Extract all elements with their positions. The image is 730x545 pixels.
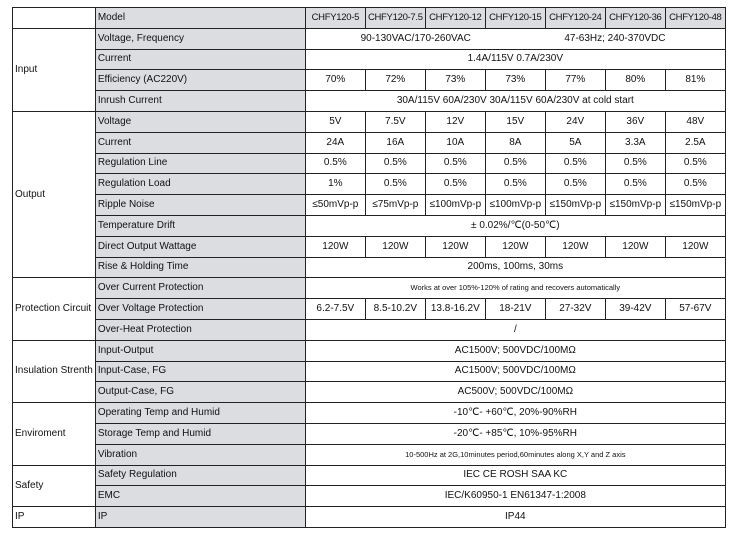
row-label: Over-Heat Protection xyxy=(95,319,305,340)
table-row xyxy=(13,444,726,465)
cell-value: 0.5% xyxy=(665,174,725,195)
voltage-range: 90-130VAC/170-260VAC xyxy=(360,32,471,44)
cell-value: 0.5% xyxy=(545,174,605,195)
cell-value: 70% xyxy=(305,70,365,91)
model-name: CHFY120-48 xyxy=(665,8,725,29)
table-row xyxy=(13,28,726,49)
cell-value: 120W xyxy=(665,236,725,257)
cell-value: 77% xyxy=(545,70,605,91)
cell-value: 0.5% xyxy=(425,153,485,174)
cell-value: 3.3A xyxy=(605,132,665,153)
row-label: Vibration xyxy=(95,444,305,465)
cell-value: ≤150mVp-p xyxy=(605,195,665,216)
row-label: Input-Case, FG xyxy=(95,361,305,382)
row-label: Output-Case, FG xyxy=(95,382,305,403)
model-name: CHFY120-7.5 xyxy=(365,8,425,29)
row-label: Ripple Noise xyxy=(95,195,305,216)
cell-value: IEC/K60950-1 EN61347-1:2008 xyxy=(305,486,725,507)
cell-value: 0.5% xyxy=(665,153,725,174)
cell-value: ≤50mVp-p xyxy=(305,195,365,216)
cell-value: 120W xyxy=(605,236,665,257)
cell-value: 18-21V xyxy=(485,299,545,320)
table-row xyxy=(13,111,726,132)
row-label: Regulation Load xyxy=(95,174,305,195)
cell-value: ≤75mVp-p xyxy=(365,195,425,216)
frequency-range: 47-63Hz; 240-370VDC xyxy=(564,32,666,44)
group-environment: Enviroment xyxy=(13,403,96,465)
cell-value: 0.5% xyxy=(545,153,605,174)
row-label: Inrush Current xyxy=(95,91,305,112)
cell-value: 48V xyxy=(665,111,725,132)
cell-value: 27-32V xyxy=(545,299,605,320)
table-row xyxy=(13,507,726,528)
cell-value: ≤100mVp-p xyxy=(425,195,485,216)
table-row xyxy=(13,465,726,486)
row-label: Direct Output Wattage xyxy=(95,236,305,257)
model-label: Model xyxy=(95,8,305,29)
table-row xyxy=(13,49,726,70)
model-name: CHFY120-5 xyxy=(305,8,365,29)
table-row xyxy=(13,195,726,216)
row-label: Operating Temp and Humid xyxy=(95,403,305,424)
cell-value: Works at over 105%-120% of rating and recovers automatically xyxy=(305,278,725,299)
cell-value: 81% xyxy=(665,70,725,91)
cell-value: 16A xyxy=(365,132,425,153)
group-empty xyxy=(13,8,96,29)
row-label: Efficiency (AC220V) xyxy=(95,70,305,91)
table-row xyxy=(13,174,726,195)
cell-value: 24V xyxy=(545,111,605,132)
row-label: Over Current Protection xyxy=(95,278,305,299)
table-row xyxy=(13,278,726,299)
cell-value: 8A xyxy=(485,132,545,153)
cell-value: 73% xyxy=(485,70,545,91)
cell-value: 73% xyxy=(425,70,485,91)
cell-value: 0.5% xyxy=(605,153,665,174)
model-name: CHFY120-12 xyxy=(425,8,485,29)
cell-value: AC1500V; 500VDC/100MΩ xyxy=(305,340,725,361)
row-label: Voltage, Frequency xyxy=(95,28,305,49)
row-label: Over Voltage Protection xyxy=(95,299,305,320)
cell-value: ≤150mVp-p xyxy=(665,195,725,216)
row-label: Regulation Line xyxy=(95,153,305,174)
table-row xyxy=(13,153,726,174)
table-row xyxy=(13,486,726,507)
model-name: CHFY120-36 xyxy=(605,8,665,29)
table-row xyxy=(13,403,726,424)
row-label: Safety Regulation xyxy=(95,465,305,486)
spec-table xyxy=(12,7,726,528)
cell-value: 5V xyxy=(305,111,365,132)
cell-value: 0.5% xyxy=(365,174,425,195)
cell-value: -20℃- +85℃, 10%-95%RH xyxy=(305,423,725,444)
row-label: Rise & Holding Time xyxy=(95,257,305,278)
cell-value: 120W xyxy=(545,236,605,257)
cell-value: 5A xyxy=(545,132,605,153)
cell-value: 30A/115V 60A/230V 30A/115V 60A/230V at cold start xyxy=(305,91,725,112)
table-row xyxy=(13,70,726,91)
row-label: Storage Temp and Humid xyxy=(95,423,305,444)
cell-value: 10A xyxy=(425,132,485,153)
cell-value: 120W xyxy=(305,236,365,257)
group-ip: IP xyxy=(13,507,96,528)
table-row xyxy=(13,215,726,236)
group-protection: Protection Circuit xyxy=(13,278,96,340)
cell-value: 1.4A/115V 0.7A/230V xyxy=(305,49,725,70)
group-output: Output xyxy=(13,111,96,277)
cell-value: 0.5% xyxy=(485,153,545,174)
cell-value: -10℃- +60℃, 20%-90%RH xyxy=(305,403,725,424)
cell-value: 12V xyxy=(425,111,485,132)
cell-value: / xyxy=(305,319,725,340)
cell-value: IEC CE ROSH SAA KC xyxy=(305,465,725,486)
cell-value: 13.8-16.2V xyxy=(425,299,485,320)
cell-value: 200ms, 100ms, 30ms xyxy=(305,257,725,278)
row-label: Current xyxy=(95,132,305,153)
cell-value: ≤150mVp-p xyxy=(545,195,605,216)
cell-value: 2.5A xyxy=(665,132,725,153)
row-label: IP xyxy=(95,507,305,528)
group-input: Input xyxy=(13,28,96,111)
row-label: Temperature Drift xyxy=(95,215,305,236)
cell-value: 24A xyxy=(305,132,365,153)
voltage-frequency-value xyxy=(305,28,725,49)
cell-value: 10-500Hz at 2G,10minutes period,60minutes along X,Y and Z axis xyxy=(305,444,725,465)
row-label: Voltage xyxy=(95,111,305,132)
cell-value: 39-42V xyxy=(605,299,665,320)
cell-value: 120W xyxy=(365,236,425,257)
header-row xyxy=(13,8,726,29)
cell-value: 0.5% xyxy=(365,153,425,174)
row-label: EMC xyxy=(95,486,305,507)
cell-value: 0.5% xyxy=(605,174,665,195)
table-row xyxy=(13,299,726,320)
table-row xyxy=(13,340,726,361)
table-row xyxy=(13,236,726,257)
cell-value: ≤100mVp-p xyxy=(485,195,545,216)
table-row xyxy=(13,361,726,382)
cell-value: AC1500V; 500VDC/100MΩ xyxy=(305,361,725,382)
cell-value: 80% xyxy=(605,70,665,91)
cell-value: 120W xyxy=(425,236,485,257)
cell-value: 36V xyxy=(605,111,665,132)
cell-value: 57-67V xyxy=(665,299,725,320)
cell-value: 15V xyxy=(485,111,545,132)
cell-value: 8.5-10.2V xyxy=(365,299,425,320)
cell-value: 6.2-7.5V xyxy=(305,299,365,320)
row-label: Current xyxy=(95,49,305,70)
table-row xyxy=(13,91,726,112)
cell-value: 120W xyxy=(485,236,545,257)
cell-value: 72% xyxy=(365,70,425,91)
group-insulation: Insulation Strenth xyxy=(13,340,96,402)
model-name: CHFY120-15 xyxy=(485,8,545,29)
cell-value: 1% xyxy=(305,174,365,195)
table-row xyxy=(13,319,726,340)
cell-value: IP44 xyxy=(305,507,725,528)
row-label: Input-Output xyxy=(95,340,305,361)
cell-value: ± 0.02%/℃(0-50℃) xyxy=(305,215,725,236)
table-row xyxy=(13,257,726,278)
cell-value: 7.5V xyxy=(365,111,425,132)
table-row xyxy=(13,382,726,403)
cell-value: 0.5% xyxy=(425,174,485,195)
cell-value: AC500V; 500VDC/100MΩ xyxy=(305,382,725,403)
table-row xyxy=(13,132,726,153)
cell-value: 0.5% xyxy=(485,174,545,195)
model-name: CHFY120-24 xyxy=(545,8,605,29)
table-row xyxy=(13,423,726,444)
cell-value: 0.5% xyxy=(305,153,365,174)
group-safety: Safety xyxy=(13,465,96,507)
